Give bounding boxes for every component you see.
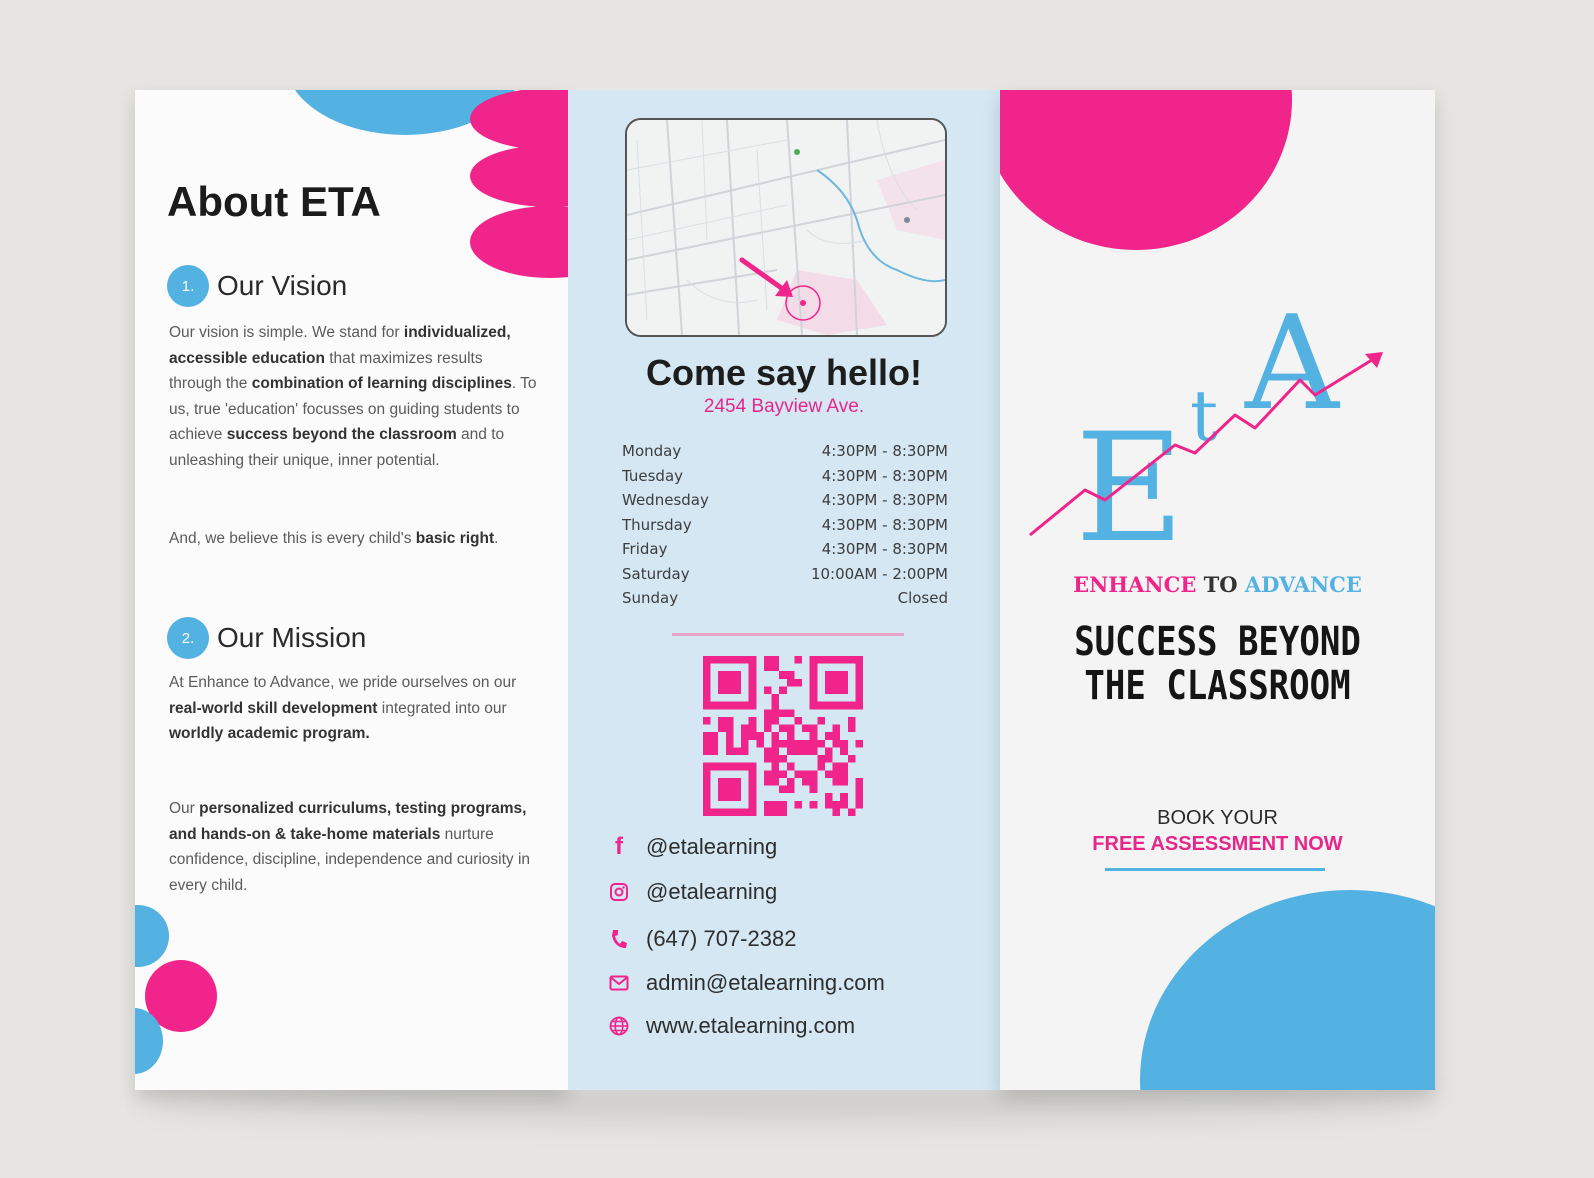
hours-row [622,467,948,492]
facebook-link[interactable] [608,834,777,860]
facebook-handle: @etalearning [646,834,778,859]
hours-day: Sunday [622,589,679,607]
address-text: 2454 Bayview Ave. [703,396,865,417]
headline-line-2: THE CLASSROOM [1084,663,1351,709]
mission-paragraph-1: At Enhance to Advance, we pride ourselves on our real-world skill development integrated into our worldly academic program. [169,674,517,742]
mission-paragraph-2: Our personalized curriculums, testing programs, and hands-on & take-home materials nurture confidence, discipline, independence and curiosity in every child. [169,800,531,894]
contact-panel [568,90,1000,1090]
vision-paragraph-1: Our vision is simple. We stand for individualized, accessible education that maximizes results through the combination of learning disciplines. To us, true 'education' focusses on guiding students to achieve success beyond the classroom and to unleashing their unique, inner potential. [169,324,537,469]
decor-pink-petal-3 [470,206,568,278]
cta-line-1: BOOK YOUR [1157,807,1278,829]
instagram-link[interactable] [608,879,777,905]
about-title: About ETA [167,178,381,225]
hours-row [622,442,948,467]
mission-number-badge: 2. [167,617,209,659]
globe-icon [608,1014,630,1038]
blue-underline [1105,868,1325,871]
hours-time: 4:30PM - 8:30PM [821,466,948,485]
logo-letter-t: t [1190,375,1219,457]
hours-day: Saturday [622,564,690,583]
trifold-brochure [135,90,1435,1090]
cta-free-assessment[interactable]: FREE ASSESSMENT NOW [1092,833,1343,855]
mission-heading [167,617,366,659]
vision-heading [167,265,347,307]
vision-number-badge: 1. [167,265,209,307]
hours-day: Thursday [622,515,692,534]
eta-logo [1025,290,1395,550]
decor-pink-blob-top [1000,90,1292,250]
hours-time: 10:00AM - 2:00PM [810,564,948,583]
cover-panel [1000,90,1435,1090]
hours-row [622,589,948,614]
map-graphic [627,120,945,335]
vision-paragraph-2: And, we believe this is every child's basic right. [169,530,499,547]
pink-divider [672,633,904,636]
hours-day: Wednesday [622,491,709,509]
email-link[interactable] [608,970,885,996]
phone-icon [608,927,630,951]
tagline-word-3: ADVANCE [1244,572,1362,597]
hours-time: 4:30PM - 8:30PM [821,540,948,558]
hours-day: Friday [622,540,668,558]
email-address: admin@etalearning.com [646,970,885,995]
qr-code[interactable] [703,656,863,816]
hours-time: Closed [897,589,948,607]
mission-title: Our Mission [217,622,367,653]
contact-heading: Come say hello! [645,352,923,393]
tagline-word-1: ENHANCE [1073,572,1197,597]
instagram-handle: @etalearning [646,879,778,904]
hours-table [622,442,948,614]
location-map [625,118,947,337]
logo-letter-a: A [1245,290,1339,439]
hours-day: Tuesday [622,466,684,485]
hours-time: 4:30PM - 8:30PM [821,491,948,509]
phone-number: (647) 707-2382 [646,926,797,951]
decor-pink-petal-2 [470,145,568,207]
cover-headline [1033,620,1403,708]
website-link[interactable] [608,1013,855,1039]
logo-letter-e: E [1075,402,1185,550]
tagline [1000,572,1435,597]
hours-row [622,540,948,565]
phone-link[interactable] [608,926,796,952]
mail-icon [608,971,630,995]
hours-day: Monday [622,442,682,460]
vision-title: Our Vision [217,270,348,301]
about-panel [135,90,568,1090]
website-url: www.etalearning.com [646,1013,856,1038]
tagline-word-2: TO [1203,572,1238,597]
facebook-icon: f [615,833,623,860]
decor-blue-circle-bottom-1 [135,905,169,967]
hours-row [622,565,948,590]
instagram-icon [608,880,630,904]
hours-row [622,491,948,516]
decor-blue-blob-bottom [1140,890,1435,1090]
hours-row [622,516,948,541]
hours-time: 4:30PM - 8:30PM [821,442,948,460]
headline-line-1: SUCCESS BEYOND [1074,619,1361,665]
hours-time: 4:30PM - 8:30PM [821,515,948,534]
